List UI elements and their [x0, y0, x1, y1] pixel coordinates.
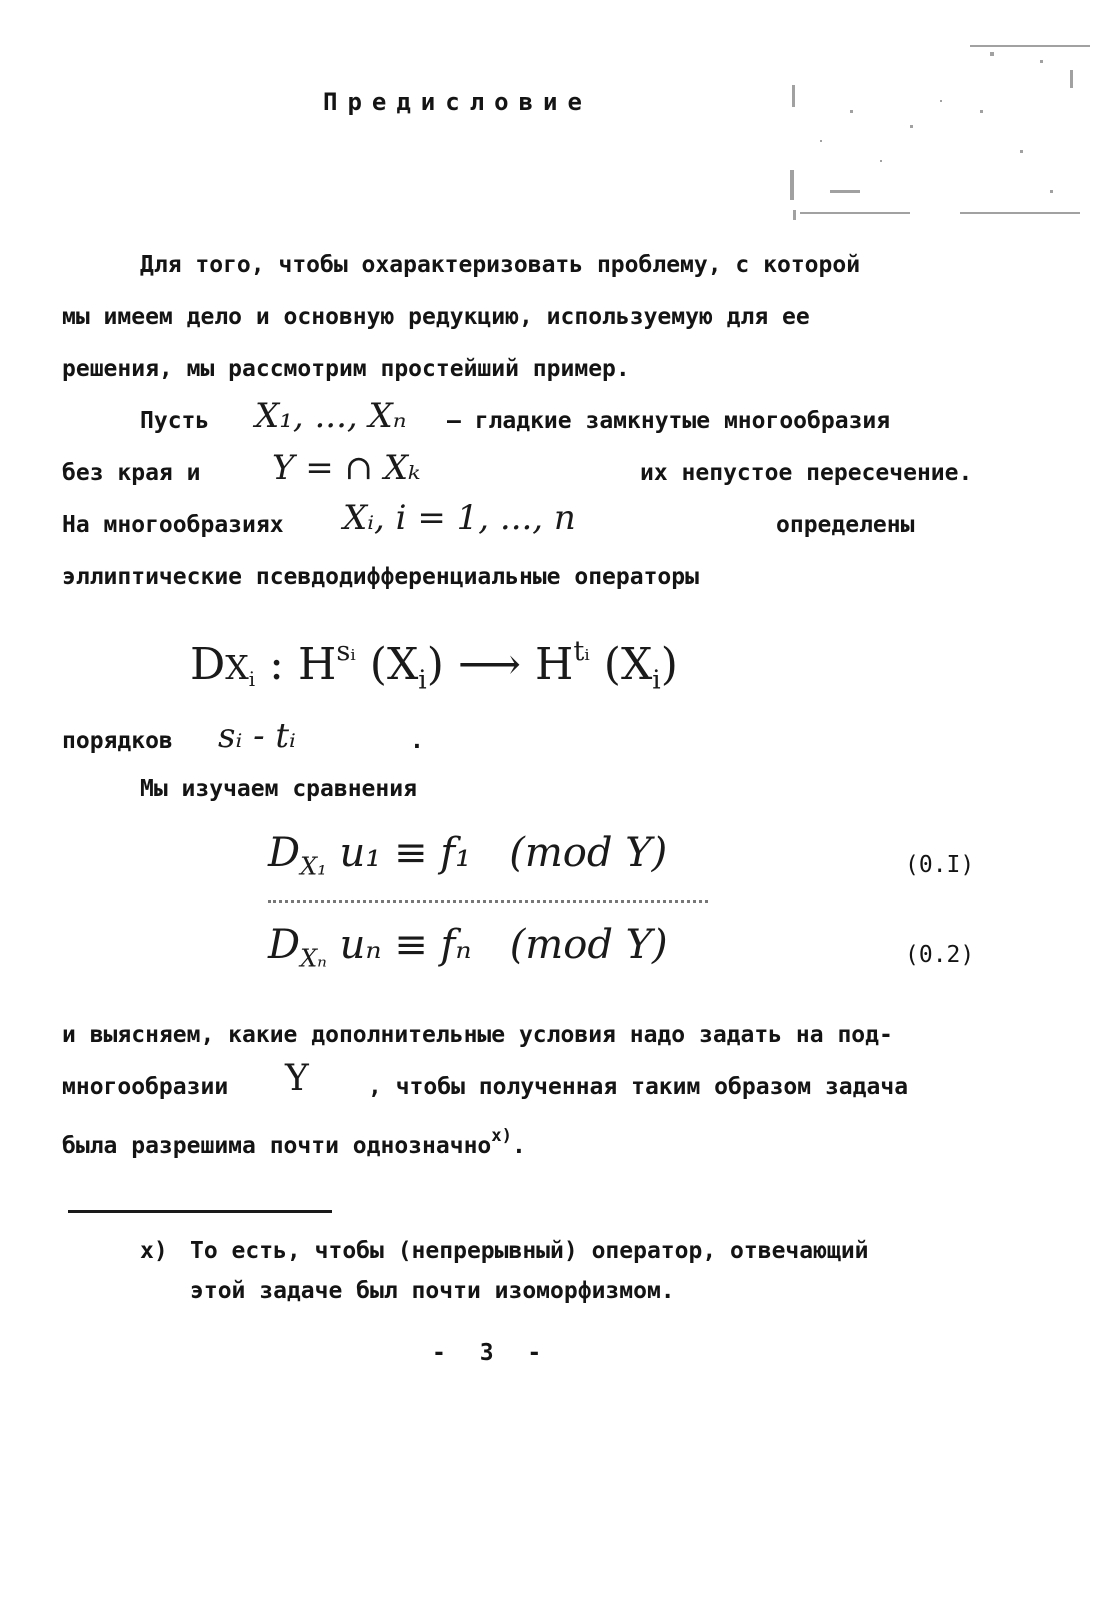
mapping-arrow: ⟶: [457, 639, 521, 691]
equation-0-1-body: u₁ ≡ f₁: [339, 830, 472, 876]
comparisons-intro: Мы изучаем сравнения: [140, 776, 417, 802]
equation-0-2-body: uₙ ≡ fₙ: [339, 922, 472, 968]
paragraph3-line2-text: многообразии: [62, 1074, 229, 1100]
equation-0-2-mod: (mod Y): [509, 922, 668, 968]
target-space-H: H: [534, 639, 574, 691]
paragraph2-line4: эллиптические псевдодифференциальные операторы: [62, 564, 699, 590]
operator-space-X: X: [225, 648, 249, 688]
manifolds-list-math: X₁, ..., Xₙ: [255, 396, 407, 436]
paragraph2-line1-rest: – гладкие замкнутые многообразия: [447, 408, 891, 434]
orders-period: .: [410, 728, 424, 754]
target-order-t: tᵢ: [573, 636, 590, 667]
orders-label: порядков: [62, 728, 173, 754]
operator-space-index: i: [248, 668, 256, 692]
equation-0-2-number: (0.2): [905, 942, 975, 968]
paragraph1-line2: мы имеем дело и основную редукцию, используемую для ее: [62, 304, 810, 330]
operator-colon: :: [269, 639, 284, 691]
paragraph3-line2-rest: , чтобы полученная таким образом задача: [368, 1074, 909, 1100]
equation-0-1-number: (0.I): [905, 852, 975, 878]
footnote-line2: этой задаче был почти изоморфизмом.: [190, 1278, 675, 1304]
footnote-line1: То есть, чтобы (непрерывный) оператор, отвечающий: [190, 1238, 869, 1264]
orders-math: sᵢ - tᵢ: [218, 716, 296, 756]
domain-index: i: [418, 664, 427, 696]
equation-0-2: [268, 922, 668, 972]
equation-ellipsis-dots: [268, 900, 708, 903]
paragraph3-line3-text: была разрешима почти однозначно: [62, 1133, 492, 1160]
equation-0-1-mod: (mod Y): [509, 830, 668, 876]
footnote-separator: [68, 1210, 332, 1213]
paragraph2-line2-rest: их непустое пересечение.: [640, 460, 973, 486]
paragraph2-line3-rest: определены: [776, 512, 915, 538]
equation-0-1-D: D: [268, 830, 301, 876]
library-stamp-mark: [790, 40, 1090, 230]
sobolev-order-s: sᵢ: [336, 636, 356, 667]
footnote-marker: х): [140, 1238, 168, 1264]
paragraph2-line3-text: На многообразиях: [62, 512, 284, 538]
paragraph2-line1-text: Пусть: [140, 408, 210, 434]
submanifold-Y: Y: [285, 1058, 309, 1099]
page-number: - 3 -: [432, 1340, 552, 1366]
paragraph1-line1: Для того, чтобы охарактеризовать проблему, с которой: [140, 252, 861, 278]
codomain-X: X: [620, 639, 653, 691]
paragraph3-line3-period: .: [512, 1133, 526, 1160]
page-title: Предисловие: [323, 88, 592, 116]
paragraph3-line1: и выясняем, какие дополнительные условия надо задать на под-: [62, 1022, 893, 1048]
codomain-index: i: [652, 664, 661, 696]
equation-0-2-sub: Xₙ: [300, 944, 327, 973]
operator-D: D: [190, 639, 226, 691]
operator-formula: $DX_i$ : $H^{sᵢ}$ $(X_i)$ ⟶ $H^{tᵢ}$ $(X_i)$: [190, 636, 678, 696]
index-range-math: Xᵢ, i = 1, ..., n: [343, 498, 576, 538]
paragraph3-line3: [62, 1126, 526, 1159]
intersection-math: Y = ∩ Xₖ: [272, 448, 421, 488]
equation-0-1-sub: X₁: [300, 852, 327, 881]
equation-0-1: [268, 830, 667, 880]
sobolev-space-H: H: [297, 639, 337, 691]
domain-X: X: [386, 639, 419, 691]
equation-0-2-D: D: [268, 922, 301, 968]
paragraph1-line3: решения, мы рассмотрим простейший пример.: [62, 356, 630, 382]
footnote-reference: х): [491, 1126, 513, 1146]
paragraph2-line2-text: без края и: [62, 460, 201, 486]
